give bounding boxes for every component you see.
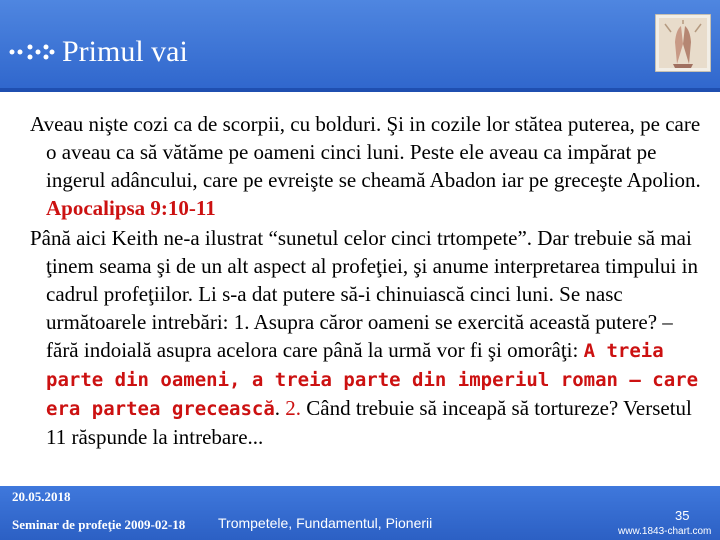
header-divider [0, 88, 720, 92]
slide-title: Primul vai [62, 35, 188, 68]
paragraph-1 [30, 110, 708, 222]
scripture-reference: Apocalipsa 9:10-11 [46, 196, 216, 220]
paragraph-text: Până aici Keith ne-a ilustrat “sunetul celor cinci trtompete”. Dar trebuie să mai ţinem seama şi de un alt aspect al profeţiei, şi anume interpretarea timpului in cadrul profeţiilor. Li s-a dat putere să-i chinuiască cinci luni. Se nasc următoarele intrebări: 1. Asupra căror oameni se exercită această putere? – fără indoială asupra acelora care până la urmă vor fi şi omorâţi: [30, 226, 698, 362]
paragraph-text: Când trebuie să inceapă să tortureze? Versetul 11 răspunde la intrebare... [46, 396, 692, 449]
paragraph-text: Aveau nişte cozi ca de scorpii, cu bolduri. Şi in cozile lor stătea puterea, pe care o aveau ca să vătăme pe oameni cinci luni. Peste ele aveau ca impărat pe ingerul adâncului, care pe evreişte se cheamă Abadon iar pe greceşte Apolion. [30, 112, 701, 192]
paragraph-text: . [274, 396, 286, 420]
footer-title: Trompetele, Fundamentul, Pionerii [218, 515, 433, 531]
footer-url: www.1843-chart.com [618, 526, 712, 537]
praying-hands-image [655, 14, 711, 72]
footer-seminar-label: Seminar de profeţie 2009-02-18 [12, 517, 186, 532]
footer-date: 20.05.2018 [12, 489, 71, 504]
slide-body [30, 110, 708, 451]
question-number: 2. [285, 396, 302, 420]
paragraph-2 [30, 224, 708, 451]
highlighted-answer: A treia parte din oameni, a treia parte din imperiul roman – care era partea grecească [46, 340, 699, 420]
page-number: 35 [675, 508, 690, 523]
dotted-bullet-icon [8, 38, 56, 64]
